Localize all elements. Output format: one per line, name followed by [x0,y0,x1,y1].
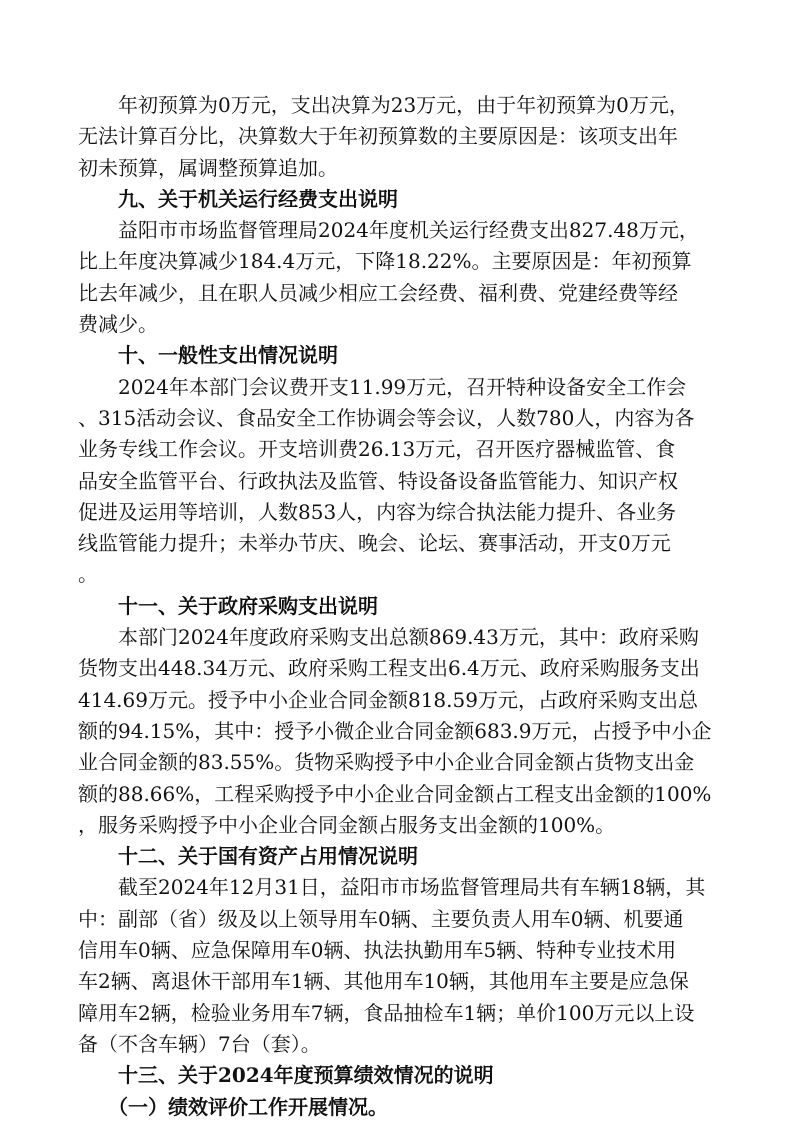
paragraph-line: 备（不含车辆）7台（套）。 [78,1031,321,1056]
paragraph-line: 业合同金额的83.55%。货物采购授予中小企业合同金额占货物支出金 [78,750,695,775]
paragraph-line: 本部门2024年度政府采购支出总额869.43万元，其中：政府采购 [118,625,699,650]
section-heading: 九、关于机关运行经费支出说明 [118,186,398,211]
paragraph-line: ，服务采购授予中小企业合同金额占服务支出金额的100%。 [78,812,616,837]
paragraph-line: 。 [78,562,98,587]
paragraph-line: 中：副部（省）级及以上领导用车0辆、主要负责人用车0辆、机要通 [78,906,684,931]
section-heading: 十三、关于2024年度预算绩效情况的说明 [118,1063,494,1088]
paragraph-line: 货物支出448.34万元、政府采购工程支出6.4万元、政府采购服务支出 [78,656,700,681]
document-body [78,90,728,1123]
paragraph-line: 促进及运用等培训，人数853人，内容为综合执法能力提升、各业务 [78,499,677,524]
paragraph-line: 2024年本部门会议费开支11.99万元，召开特种设备安全工作会 [118,374,687,399]
subsection-heading: （一）绩效评价工作开展情况。 [108,1094,388,1119]
paragraph-line: 线监管能力提升；未举办节庆、晚会、论坛、赛事活动，开支0万元 [78,531,671,556]
paragraph-line: 年初预算为0万元，支出决算为23万元，由于年初预算为0万元， [118,93,689,117]
paragraph-line: 车2辆、离退休干部用车1辆、其他用车10辆，其他用车主要是应急保 [78,969,689,994]
paragraph-line: 额的88.66%，工程采购授予中小企业合同金额占工程支出金额的100% [78,781,712,806]
paragraph-line: 障用车2辆，检验业务用车7辆，食品抽检车1辆；单价100万元以上设 [78,1000,695,1025]
section-heading: 十一、关于政府采购支出说明 [118,593,378,618]
paragraph-line: 无法计算百分比，决算数大于年初预算数的主要原因是：该项支出年 [78,124,678,149]
paragraph-line: 业务专线工作会议。开支培训费26.13万元，召开医疗器械监管、食 [78,437,676,462]
paragraph-line: 比去年减少，且在职人员减少相应工会经费、福利费、党建经费等经 [78,280,678,305]
paragraph-line: 414.69万元。授予中小企业合同金额818.59万元，占政府采购支出总 [78,687,698,712]
paragraph-line: 、315活动会议、食品安全工作协调会等会议，人数780人，内容为各 [78,405,695,430]
paragraph-line: 比上年度决算减少184.4万元，下降18.22%。主要原因是：年初预算 [78,249,692,274]
section-heading: 十、一般性支出情况说明 [118,343,338,368]
paragraph-line: 截至2024年12月31日，益阳市市场监督管理局共有车辆18辆，其 [118,875,706,900]
paragraph-line: 额的94.15%，其中：授予小微企业合同金额683.9万元，占授予中小企 [78,718,712,743]
paragraph-line: 初未预算，属调整预算追加。 [78,155,338,180]
paragraph-line: 信用车0辆、应急保障用车0辆、执法执勤用车5辆、特种专业技术用 [78,938,677,963]
paragraph-line: 品安全监管平台、行政执法及监管、特设备设备监管能力、知识产权 [78,468,678,493]
section-heading: 十二、关于国有资产占用情况说明 [118,844,418,869]
paragraph-line: 益阳市市场监督管理局2024年度机关运行经费支出827.48万元， [118,218,699,243]
paragraph-line: 费减少。 [78,312,158,337]
